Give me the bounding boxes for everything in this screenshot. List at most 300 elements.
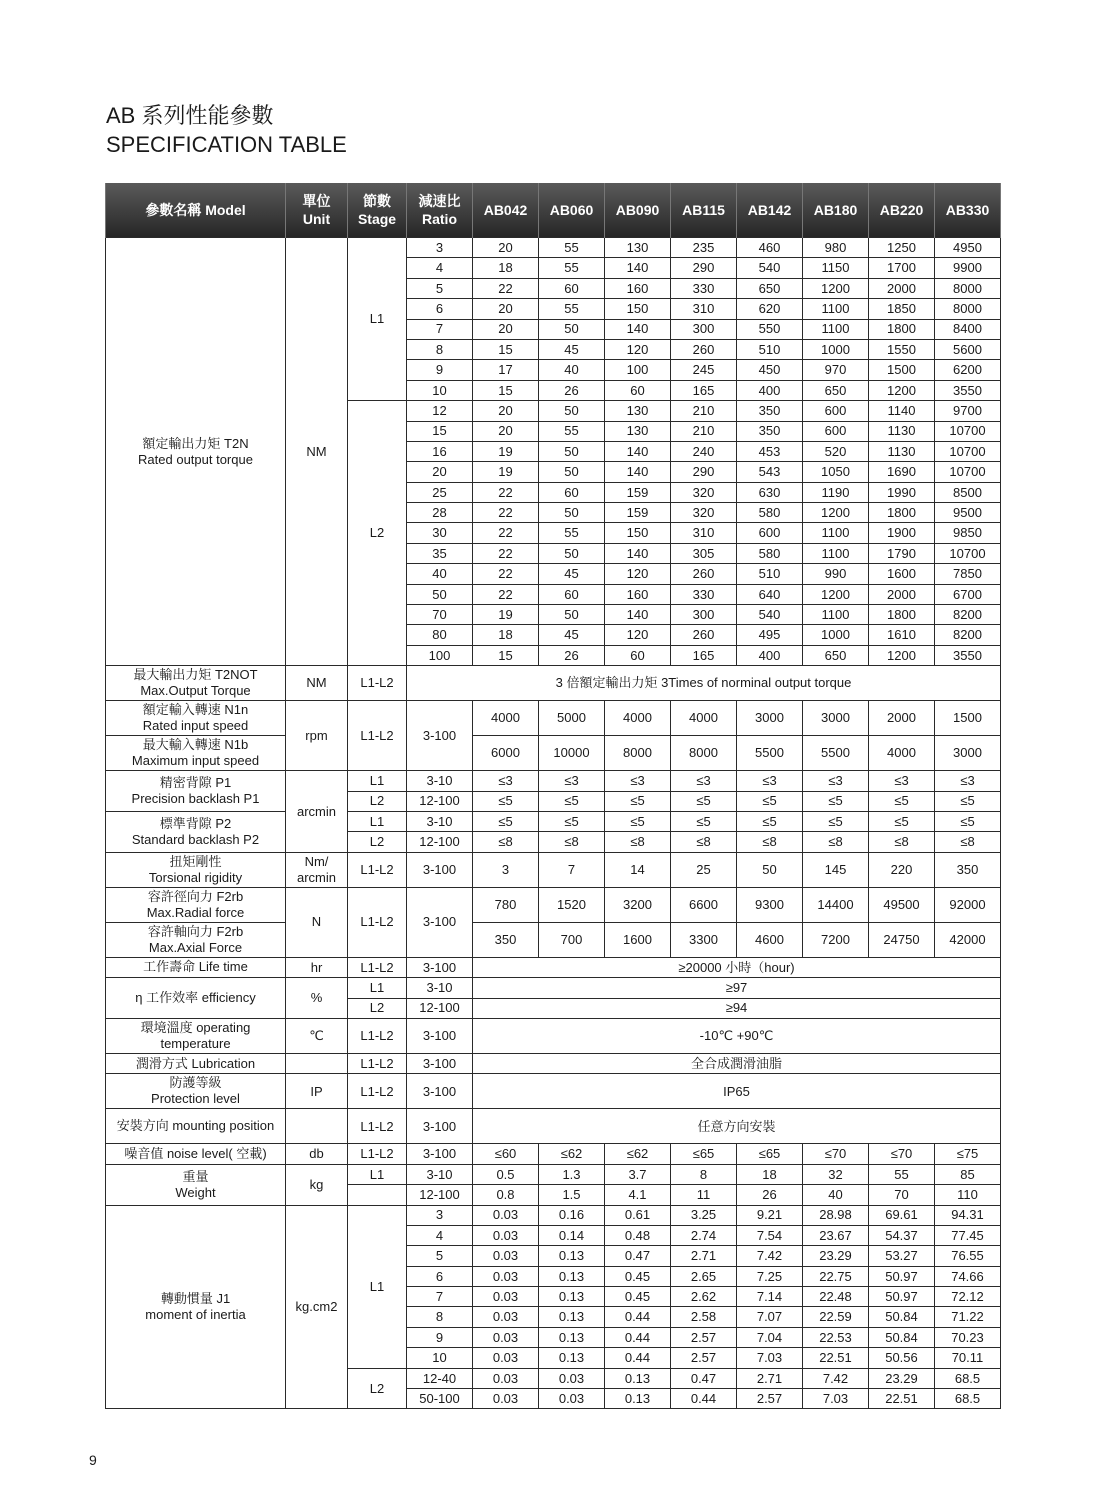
value-cell: 350 [737, 421, 803, 441]
value-cell: 50 [539, 605, 605, 625]
value-cell: 22.51 [869, 1389, 935, 1409]
value-cell: 20 [473, 401, 539, 421]
value-cell: 260 [671, 339, 737, 359]
value-cell: ≤5 [605, 811, 671, 831]
value-cell: 23.67 [803, 1225, 869, 1245]
value-cell: ≤8 [473, 832, 539, 852]
table-row [106, 1018, 1001, 1053]
value-cell: 50.97 [869, 1287, 935, 1307]
value-cell: 4000 [671, 701, 737, 736]
value-cell: 540 [737, 605, 803, 625]
value-cell: 0.47 [605, 1246, 671, 1266]
value-cell: 650 [737, 278, 803, 298]
header-model-col: AB115 [671, 183, 737, 238]
param-label [106, 771, 286, 812]
value-cell: 3000 [803, 701, 869, 736]
value-cell: ≤65 [737, 1144, 803, 1164]
value-cell: ≤3 [935, 771, 1001, 791]
value-cell: 7.25 [737, 1266, 803, 1286]
stage-cell: L2 [348, 401, 407, 666]
ratio-cell: 12-100 [407, 1185, 473, 1205]
value-cell: 50 [539, 462, 605, 482]
value-cell: 15 [473, 339, 539, 359]
unit-cell: IP [286, 1074, 348, 1109]
value-cell: 600 [803, 401, 869, 421]
value-cell: 1900 [869, 523, 935, 543]
value-cell: 18 [737, 1164, 803, 1184]
value-cell: 0.5 [473, 1164, 539, 1184]
value-cell: ≤8 [869, 832, 935, 852]
value-cell: 0.03 [473, 1307, 539, 1327]
value-cell: 7.42 [737, 1246, 803, 1266]
value-cell: ≤5 [935, 811, 1001, 831]
stage-cell: L2 [348, 832, 407, 852]
value-cell: 0.03 [473, 1348, 539, 1368]
ratio-cell: 3-100 [407, 701, 473, 771]
page-title [106, 102, 347, 160]
value-cell: 1800 [869, 503, 935, 523]
value-cell: 50 [539, 401, 605, 421]
value-cell: 8200 [935, 625, 1001, 645]
value-cell: 580 [737, 503, 803, 523]
value-cell: 0.48 [605, 1225, 671, 1245]
value-cell: ≤3 [539, 771, 605, 791]
ratio-cell: 70 [407, 605, 473, 625]
value-cell: 55 [539, 258, 605, 278]
value-cell: 450 [737, 360, 803, 380]
value-cell: ≤8 [935, 832, 1001, 852]
value-cell: 9500 [935, 503, 1001, 523]
ratio-cell: 6 [407, 299, 473, 319]
value-cell: 26 [539, 380, 605, 400]
value-cell: 54.37 [869, 1225, 935, 1245]
value-cell: ≤5 [869, 791, 935, 811]
value-cell: 140 [605, 462, 671, 482]
value-cell: 8000 [605, 736, 671, 771]
value-cell: ≤8 [605, 832, 671, 852]
value-cell: 1700 [869, 258, 935, 278]
value-cell: 2000 [869, 584, 935, 604]
value-cell: 22 [473, 278, 539, 298]
cell-text: Maximum input speed [131, 753, 260, 769]
value-cell: 640 [737, 584, 803, 604]
value-cell: 0.14 [539, 1225, 605, 1245]
value-cell: 0.8 [473, 1185, 539, 1205]
param-label [106, 1205, 286, 1409]
value-cell: 310 [671, 299, 737, 319]
value-cell: 650 [803, 645, 869, 665]
value-cell: 68.5 [935, 1368, 1001, 1388]
value-cell: 55 [869, 1164, 935, 1184]
ratio-cell: 15 [407, 421, 473, 441]
value-cell: 510 [737, 339, 803, 359]
cell-text: moment of inertia [145, 1306, 246, 1322]
value-cell: ≤60 [473, 1144, 539, 1164]
value-cell: 1150 [803, 258, 869, 278]
value-cell: 8200 [935, 605, 1001, 625]
value-cell: 22.51 [803, 1348, 869, 1368]
table-row [106, 1053, 1001, 1073]
ratio-cell: 12 [407, 401, 473, 421]
value-cell: 22 [473, 523, 539, 543]
ratio-cell: 12-100 [407, 832, 473, 852]
value-cell: 60 [605, 645, 671, 665]
ratio-cell: 20 [407, 462, 473, 482]
value-cell: 4000 [869, 736, 935, 771]
cell-text: Max.Radial force [146, 904, 245, 920]
table-row [106, 701, 1001, 736]
value-cell: 2.65 [671, 1266, 737, 1286]
param-label: 潤滑方式 Lubrication [106, 1053, 286, 1073]
value-cell: 6000 [473, 736, 539, 771]
value-cell: 460 [737, 238, 803, 258]
value-cell: 160 [605, 584, 671, 604]
value-cell: 120 [605, 339, 671, 359]
value-cell: 15 [473, 380, 539, 400]
param-label [106, 1074, 286, 1109]
value-cell: 9850 [935, 523, 1001, 543]
ratio-cell: 7 [407, 319, 473, 339]
value-cell: 50 [539, 319, 605, 339]
unit-cell: ℃ [286, 1018, 348, 1053]
cell-text: 扭矩剛性 [169, 853, 222, 869]
value-cell: 130 [605, 238, 671, 258]
stage-cell: L1-L2 [348, 887, 407, 957]
value-cell: ≤62 [539, 1144, 605, 1164]
value-cell: 990 [803, 564, 869, 584]
value-cell: 22.75 [803, 1266, 869, 1286]
value-cell: 1200 [803, 584, 869, 604]
stage-cell: L1-L2 [348, 957, 407, 977]
cell-text: 額定輸入轉速 N1n [142, 702, 249, 718]
value-cell: 3.25 [671, 1205, 737, 1225]
value-cell: 1520 [539, 887, 605, 922]
value-cell: 15 [473, 645, 539, 665]
value-cell: ≤5 [605, 791, 671, 811]
value-cell: 350 [737, 401, 803, 421]
value-cell: 45 [539, 564, 605, 584]
ratio-cell: 3-10 [407, 811, 473, 831]
value-cell: 2.74 [671, 1225, 737, 1245]
header-model-col: AB060 [539, 183, 605, 238]
table-row [106, 736, 1001, 771]
value-cell: 8 [671, 1164, 737, 1184]
value-cell: 9.21 [737, 1205, 803, 1225]
value-cell: 14400 [803, 887, 869, 922]
header-model-col: AB090 [605, 183, 671, 238]
ratio-cell: 5 [407, 278, 473, 298]
value-cell: 1550 [869, 339, 935, 359]
value-cell: 60 [605, 380, 671, 400]
unit-cell: hr [286, 957, 348, 977]
value-cell: 400 [737, 380, 803, 400]
value-cell: 53.27 [869, 1246, 935, 1266]
ratio-cell: 3-100 [407, 1109, 473, 1144]
value-cell: 55 [539, 238, 605, 258]
value-cell: 22 [473, 503, 539, 523]
value-cell: 60 [539, 482, 605, 502]
value-cell: 580 [737, 543, 803, 563]
value-cell: 1050 [803, 462, 869, 482]
value-cell: 77.45 [935, 1225, 1001, 1245]
value-cell: 94.31 [935, 1205, 1001, 1225]
stage-cell: L1 [348, 238, 407, 401]
param-label [106, 1018, 286, 1053]
value-cell: 0.61 [605, 1205, 671, 1225]
value-cell: 7.14 [737, 1287, 803, 1307]
value-cell: 1600 [605, 922, 671, 957]
stage-cell: L1-L2 [348, 1144, 407, 1164]
value-cell: 1190 [803, 482, 869, 502]
value-cell: 400 [737, 645, 803, 665]
cell-text: 最大輸入轉速 N1b [142, 737, 249, 753]
value-cell: 4000 [473, 701, 539, 736]
ratio-cell: 8 [407, 339, 473, 359]
value-cell: 19 [473, 462, 539, 482]
value-cell: 540 [737, 258, 803, 278]
value-cell: 1000 [803, 339, 869, 359]
value-cell: 1790 [869, 543, 935, 563]
value-cell: 4000 [605, 701, 671, 736]
value-cell: 260 [671, 625, 737, 645]
unit-cell: N [286, 887, 348, 957]
ratio-cell: 3-100 [407, 957, 473, 977]
unit-cell [286, 1109, 348, 1144]
value-cell: 2.71 [671, 1246, 737, 1266]
value-cell: 9300 [737, 887, 803, 922]
cell-text: 精密背隙 P1 [159, 775, 232, 791]
table-row [106, 1109, 1001, 1144]
value-cell: 300 [671, 605, 737, 625]
value-cell: ≤5 [935, 791, 1001, 811]
value-cell: ≤70 [869, 1144, 935, 1164]
ratio-cell: 10 [407, 380, 473, 400]
value-cell: 220 [869, 852, 935, 887]
stage-cell: L1 [348, 978, 407, 998]
value-cell: 3550 [935, 645, 1001, 665]
value-cell: 350 [935, 852, 1001, 887]
value-cell: 45 [539, 339, 605, 359]
value-cell: 6200 [935, 360, 1001, 380]
value-cell: 70.11 [935, 1348, 1001, 1368]
value-cell: 26 [539, 645, 605, 665]
value-cell: 10000 [539, 736, 605, 771]
value-cell: 11 [671, 1185, 737, 1205]
ratio-cell: 25 [407, 482, 473, 502]
value-cell: 1500 [869, 360, 935, 380]
value-cell: 5500 [737, 736, 803, 771]
value-cell: 2000 [869, 278, 935, 298]
value-cell: 1850 [869, 299, 935, 319]
value-cell: 130 [605, 421, 671, 441]
value-cell: 8400 [935, 319, 1001, 339]
value-cell: 50 [539, 441, 605, 461]
value-cell: 980 [803, 238, 869, 258]
value-cell: ≤3 [605, 771, 671, 791]
value-cell: 1200 [803, 278, 869, 298]
header-model-col: AB042 [473, 183, 539, 238]
value-cell: 780 [473, 887, 539, 922]
value-cell: 50.56 [869, 1348, 935, 1368]
value-cell: 290 [671, 462, 737, 482]
value-cell: 68.5 [935, 1389, 1001, 1409]
value-cell: 3200 [605, 887, 671, 922]
header-model-col: AB180 [803, 183, 869, 238]
ratio-cell: 12-100 [407, 998, 473, 1018]
ratio-cell: 3 [407, 1205, 473, 1225]
value-cell: 22 [473, 543, 539, 563]
value-cell: 300 [671, 319, 737, 339]
value-cell: 970 [803, 360, 869, 380]
value-cell: 22 [473, 482, 539, 502]
value-cell: 145 [803, 852, 869, 887]
value-cell: 0.13 [539, 1327, 605, 1347]
stage-cell: L1 [348, 811, 407, 831]
value-cell: ≤5 [473, 791, 539, 811]
cell-text: 重量 [182, 1168, 209, 1184]
value-cell: 0.03 [539, 1368, 605, 1388]
value-cell: 55 [539, 421, 605, 441]
ratio-cell: 30 [407, 523, 473, 543]
value-cell: 2000 [869, 701, 935, 736]
value-cell: 310 [671, 523, 737, 543]
value-cell: 1250 [869, 238, 935, 258]
stage-cell: L1-L2 [348, 852, 407, 887]
value-cell: 10700 [935, 543, 1001, 563]
unit-cell: kg [286, 1164, 348, 1205]
cell-text: arcmin [296, 869, 336, 885]
param-label: η 工作效率 efficiency [106, 978, 286, 1019]
value-cell: 10700 [935, 441, 1001, 461]
value-cell: 50 [539, 503, 605, 523]
param-label [106, 238, 286, 666]
value-cell: 25 [671, 852, 737, 887]
value-cell: 159 [605, 482, 671, 502]
value-cell: 550 [737, 319, 803, 339]
value-cell: ≤5 [803, 811, 869, 831]
value-cell: ≤5 [539, 811, 605, 831]
param-label [106, 1164, 286, 1205]
cell-text: 轉動慣量 J1 [160, 1290, 231, 1306]
value-cell: 3 [473, 852, 539, 887]
value-cell: 2.62 [671, 1287, 737, 1307]
table-row [106, 852, 1001, 887]
value-cell: 20 [473, 421, 539, 441]
value-cell: 60 [539, 584, 605, 604]
value-cell: 0.45 [605, 1287, 671, 1307]
ratio-cell: 12-40 [407, 1368, 473, 1388]
value-cell: ≤5 [539, 791, 605, 811]
param-label [106, 701, 286, 736]
value-cell: 320 [671, 503, 737, 523]
value-cell: 0.13 [539, 1266, 605, 1286]
value-cell: ≤3 [671, 771, 737, 791]
value-cell: 0.13 [539, 1348, 605, 1368]
value-cell: 7200 [803, 922, 869, 957]
unit-cell [286, 852, 348, 887]
value-cell: 0.13 [539, 1287, 605, 1307]
value-cell: 330 [671, 584, 737, 604]
merged-value-cell: IP65 [473, 1074, 1001, 1109]
value-cell: 140 [605, 441, 671, 461]
value-cell: 100 [605, 360, 671, 380]
value-cell: 7850 [935, 564, 1001, 584]
value-cell: 0.13 [605, 1368, 671, 1388]
value-cell: ≤5 [737, 811, 803, 831]
table-row [106, 771, 1001, 791]
value-cell: 7.03 [803, 1389, 869, 1409]
stage-cell: L1 [348, 1205, 407, 1368]
ratio-cell: 3-100 [407, 1144, 473, 1164]
ratio-cell: 40 [407, 564, 473, 584]
value-cell: 2.57 [671, 1348, 737, 1368]
cell-text: temperature [160, 1035, 231, 1051]
value-cell: 7.04 [737, 1327, 803, 1347]
value-cell: 0.03 [473, 1287, 539, 1307]
table-row [106, 811, 1001, 831]
value-cell: 7 [539, 852, 605, 887]
value-cell: ≤3 [737, 771, 803, 791]
value-cell: 0.16 [539, 1205, 605, 1225]
value-cell: 600 [737, 523, 803, 543]
value-cell: ≤5 [473, 811, 539, 831]
value-cell: 1990 [869, 482, 935, 502]
value-cell: 3550 [935, 380, 1001, 400]
value-cell: 0.03 [473, 1225, 539, 1245]
value-cell: 1100 [803, 523, 869, 543]
unit-cell: rpm [286, 701, 348, 771]
unit-cell: kg.cm2 [286, 1205, 348, 1409]
value-cell: 630 [737, 482, 803, 502]
value-cell: 140 [605, 258, 671, 278]
ratio-cell: 3-10 [407, 1164, 473, 1184]
value-cell: 50.84 [869, 1327, 935, 1347]
title-zh: AB 系列性能參數 [106, 103, 274, 128]
value-cell: 7.03 [737, 1348, 803, 1368]
ratio-cell: 4 [407, 1225, 473, 1245]
header-model: 參數名稱 Model [106, 183, 286, 238]
value-cell: 140 [605, 319, 671, 339]
merged-value-cell: 任意方向安裝 [473, 1109, 1001, 1144]
value-cell: 650 [803, 380, 869, 400]
table-row [106, 957, 1001, 977]
cell-text: 防護等級 [169, 1075, 222, 1091]
value-cell: 3.7 [605, 1164, 671, 1184]
merged-value-cell: ≥94 [473, 998, 1001, 1018]
value-cell: 1100 [803, 299, 869, 319]
page-number: 9 [89, 1452, 97, 1468]
value-cell: 19 [473, 605, 539, 625]
value-cell: 69.61 [869, 1205, 935, 1225]
value-cell: 330 [671, 278, 737, 298]
value-cell: 235 [671, 238, 737, 258]
value-cell: 10700 [935, 421, 1001, 441]
value-cell: 1000 [803, 625, 869, 645]
stage-cell: L1 [348, 771, 407, 791]
header-unit: 單位 Unit [286, 183, 348, 238]
value-cell: ≤5 [737, 791, 803, 811]
ratio-cell: 3-100 [407, 1018, 473, 1053]
value-cell: 0.44 [671, 1389, 737, 1409]
value-cell: 22.59 [803, 1307, 869, 1327]
cell-text: Standard backlash P2 [131, 831, 260, 847]
value-cell: ≤70 [803, 1144, 869, 1164]
value-cell: 4.1 [605, 1185, 671, 1205]
header-stage: 節數 Stage [348, 183, 407, 238]
value-cell: 0.45 [605, 1266, 671, 1286]
value-cell: 4950 [935, 238, 1001, 258]
value-cell: 510 [737, 564, 803, 584]
